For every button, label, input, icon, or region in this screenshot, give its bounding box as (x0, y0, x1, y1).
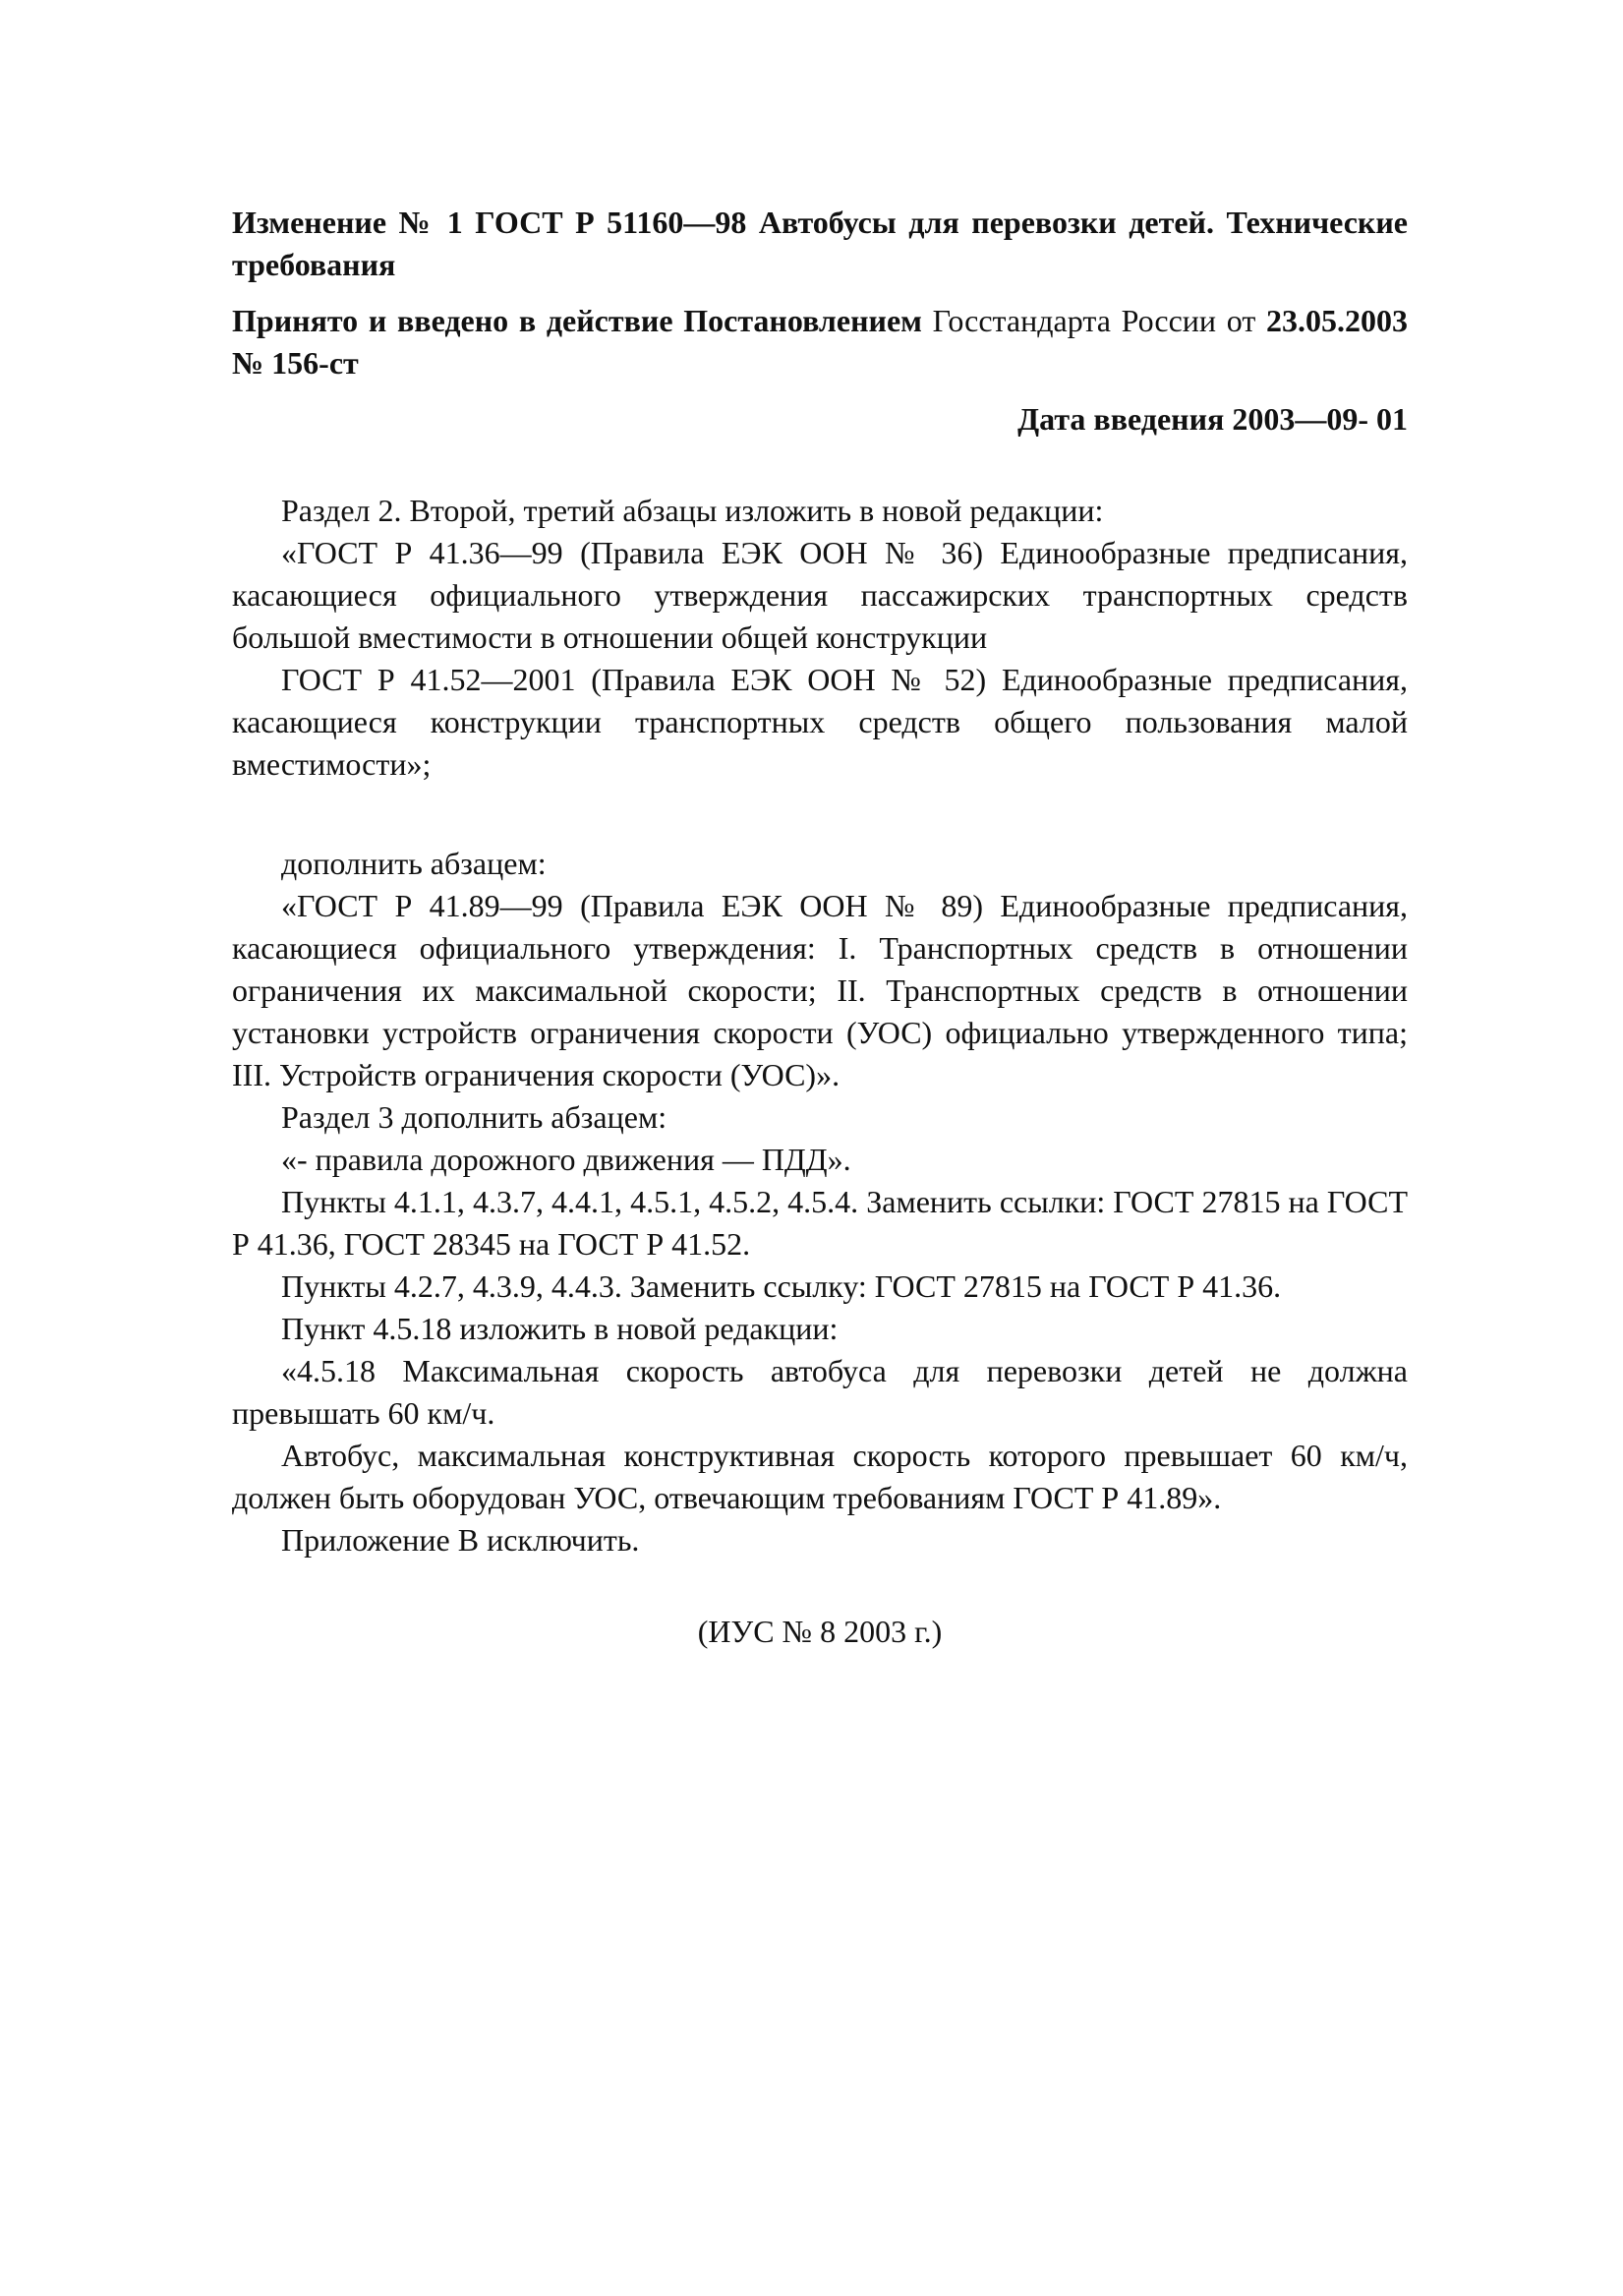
amendment-title: Изменение № 1 ГОСТ Р 51160—98 Автобусы для перевозки детей. Технические требования (232, 205, 1408, 282)
paragraph: Пункты 4.2.7, 4.3.9, 4.4.3. Заменить ссылку: ГОСТ 27815 на ГОСТ Р 41.36. (281, 1268, 1282, 1304)
paragraph: Пункты 4.1.1, 4.3.7, 4.4.1, 4.5.1, 4.5.2, 4.5.4. Заменить ссылки: ГОСТ 27815 на ГОСТ Р 41.36, ГОСТ 28345 на ГОСТ Р 41.52. (232, 1184, 1408, 1262)
adoption-statement (232, 300, 1408, 384)
paragraph: дополнить абзацем: (281, 846, 547, 881)
paragraph: Раздел 3 дополнить абзацем: (281, 1099, 667, 1135)
source-reference: (ИУС № 8 2003 г.) (697, 1614, 943, 1649)
paragraph: «- правила дорожного движения — ПДД». (281, 1142, 851, 1177)
paragraph: «4.5.18 Максимальная скорость автобуса для перевозки детей не должна превышать 60 км/ч. (232, 1353, 1408, 1431)
paragraph: ГОСТ Р 41.52—2001 (Правила ЕЭК ООН № 52) Единообразные предписания, касающиеся конструкции транспортных средств общего пользования малой вместимости»; (232, 662, 1408, 782)
document-page (232, 202, 1408, 1684)
paragraph: «ГОСТ Р 41.89—99 (Правила ЕЭК ООН № 89) Единообразные предписания, касающиеся официального утверждения: I. Транспортных средств в отношении ограничения их максимальной скорости; II. Транспортных средств в отношении установки устройств ограничения скорости (УОС) официально утвержденного типа; III. Устройств ограничения скорости (УОС)». (232, 888, 1408, 1092)
paragraph: «ГОСТ Р 41.36—99 (Правила ЕЭК ООН № 36) Единообразные предписания, касающиеся официального утверждения пассажирских транспортных средств большой вместимости в отношении общей конструкции (232, 535, 1408, 655)
adoption-bold-part: Принято и введено в действие Постановлением (232, 303, 922, 338)
paragraph: Пункт 4.5.18 изложить в новой редакции: (281, 1311, 839, 1346)
paragraph-gap (232, 786, 1408, 843)
paragraph: Приложение В исключить. (281, 1522, 640, 1558)
adoption-text-part: Госстандарта России от (921, 303, 1267, 338)
effective-date: Дата введения 2003—09- 01 (1017, 401, 1408, 437)
amendment-body (232, 490, 1408, 1561)
paragraph: Раздел 2. Второй, третий абзацы изложить в новой редакции: (281, 493, 1104, 528)
paragraph: Автобус, максимальная конструктивная скорость которого превышает 60 км/ч, должен быть оборудован УОС, отвечающим требованиям ГОСТ Р 41.89». (232, 1438, 1408, 1515)
adoption-number: 23.05.2003 № 156-ст (232, 303, 1409, 381)
